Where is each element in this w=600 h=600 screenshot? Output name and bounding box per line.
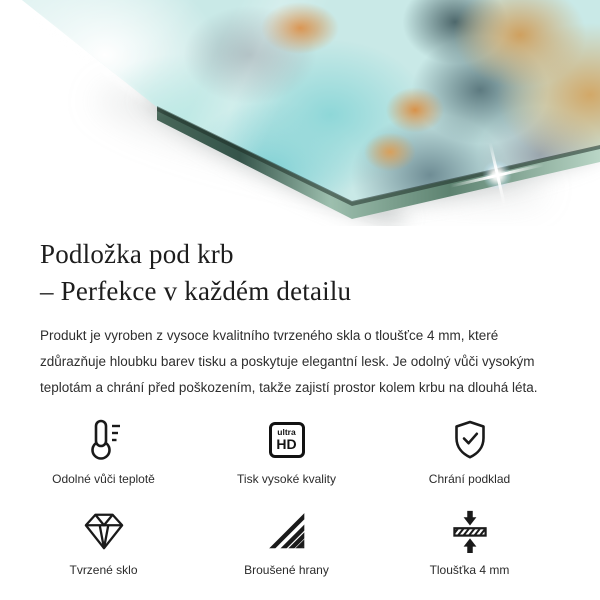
feature-label: Chrání podklad [428, 472, 511, 486]
product-description: Produkt je vyroben z vysoce kvalitního tvrzeného skla o tloušťce 4 mm, které zdůrazňuje hloubku barev tisku a poskytuje elegantní lesk. Je odolný vůči vysokým teplotám a chrání před poškozením, takže zajistí prostor kolem krbu na dlouhá léta. [40, 328, 538, 395]
feature-heat-resistant [12, 416, 195, 486]
feature-label: Tloušťka 4 mm [429, 563, 510, 577]
page-title-line1: Podložka pod krb [40, 239, 234, 269]
page-title-line2: – Perfekce v každém detailu [40, 276, 352, 306]
page-title [40, 236, 568, 310]
feature-label: Tvrzené sklo [69, 563, 138, 577]
polished-edges-icon [267, 507, 307, 554]
feature-label: Tisk vysoké kvality [237, 472, 336, 486]
feature-label: Odolné vůči teplotě [52, 472, 155, 486]
product-description-section [0, 226, 600, 577]
product-hero-image [0, 0, 600, 226]
shield-check-icon [448, 416, 492, 463]
thermometer-icon [82, 416, 126, 463]
feature-polished-edges [195, 507, 378, 577]
ultra-hd-badge-top: ultra [277, 426, 296, 437]
feature-label: Broušené hrany [244, 563, 329, 577]
diamond-icon [81, 507, 127, 554]
ultra-hd-badge-bottom: HD [276, 436, 297, 453]
ultra-hd-icon [269, 416, 305, 463]
feature-print-quality [195, 416, 378, 486]
feature-protects-surface [378, 416, 561, 486]
feature-tempered-glass [12, 507, 195, 577]
thickness-icon [448, 507, 492, 554]
feature-grid [12, 416, 562, 577]
feature-thickness [378, 507, 561, 577]
